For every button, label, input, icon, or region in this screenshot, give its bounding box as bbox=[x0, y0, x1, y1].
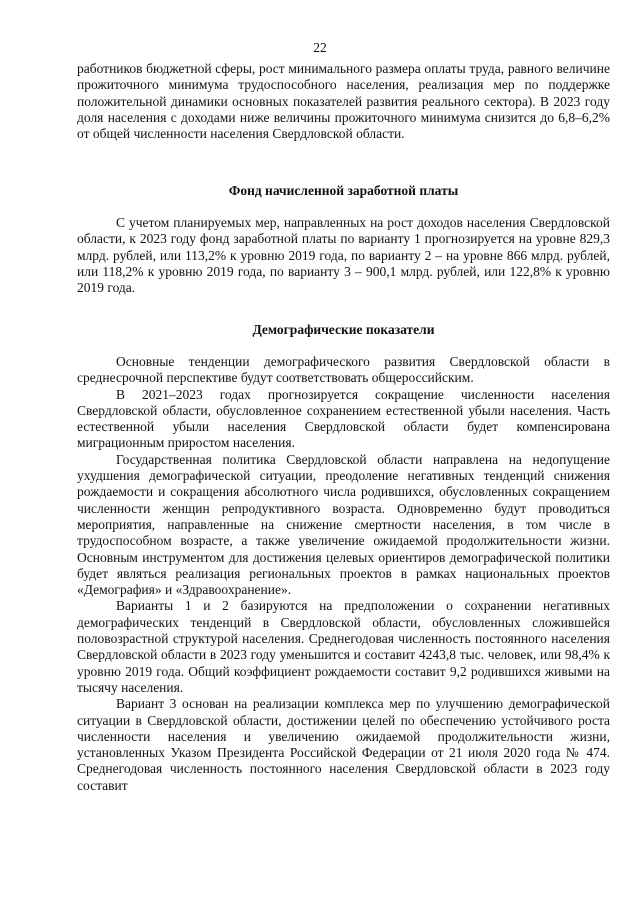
intro-paragraph: работников бюджетной сферы, рост минимального размера оплаты труда, равного величине прожиточного минимума трудоспособного населения, реализация мер по поддержке положительной динамики основных показателей развития реального сектора). В 2023 году доля населения с доходами ниже величины прожиточного минимума снизится до 6,8–6,2% от общей численности населения Свердловской области. bbox=[77, 61, 610, 142]
demography-paragraph: Вариант 3 основан на реализации комплекса мер по улучшению демографической ситуации в Свердловской области, достижении целей по обеспечению устойчивого роста численности населения и увеличению ожидаемой продолжительности жизни, установленных Указом Президента Российской Федерации от 21 июля 2020 года № 474. Среднегодовая численность постоянного населения Свердловской области в 2023 году составит bbox=[77, 696, 610, 793]
demography-paragraph: Государственная политика Свердловской области направлена на недопущение ухудшения демографической ситуации, преодоление негативных тенденций снижения рождаемости и сокращения абсолютного числа родившихся, обусловленных сокращением численности женщин репродуктивного возраста. Одновременно будут проводиться мероприятия, направленные на снижение смертности населения, в том числе в трудоспособном возрасте, а также увеличение ожидаемой продолжительности жизни. Основным инструментом для достижения целевых ориентиров демографической политики будет являться реализация региональных проектов в рамках национальных проектов «Демография» и «Здравоохранение». bbox=[77, 451, 610, 598]
wage-fund-block bbox=[77, 215, 610, 296]
section-heading-demography: Демографические показатели bbox=[252, 322, 435, 337]
demography-paragraph: В 2021–2023 годах прогнозируется сокращение численности населения Свердловской области, обусловленное сохранением естественной убыли населения. Часть естественной убыли населения Свердловской области будет компенсирована миграционным приростом населения. bbox=[77, 386, 610, 451]
page-number: 22 bbox=[313, 40, 327, 55]
demography-paragraph: Варианты 1 и 2 базируются на предположении о сохранении негативных демографических тенденций в Свердловской области, обусловленных сложившейся половозрастной структурой населения. Среднегодовая численность постоянного населения Свердловской области в 2023 году уменьшится и составит 4243,8 тыс. человек, или 98,4% к уровню 2019 года. Общий коэффициент рождаемости составит 9,2 родившихся живыми на тысячу населения. bbox=[77, 598, 610, 695]
wage-fund-paragraph: С учетом планируемых мер, направленных на рост доходов населения Свердловской области, к 2023 году фонд заработной платы по варианту 1 прогнозируется на уровне 829,3 млрд. рублей, или 113,2% к уровню 2019 года, по варианту 2 – на уровне 866 млрд. рублей, или 118,2% к уровню 2019 года, по варианту 3 – 900,1 млрд. рублей, или 122,8% к уровню 2019 года. bbox=[77, 215, 610, 296]
demography-paragraph: Основные тенденции демографического развития Свердловской области в среднесрочной перспективе будут соответствовать общероссийским. bbox=[77, 354, 610, 386]
demography-block bbox=[77, 354, 610, 794]
section-heading-wage-fund: Фонд начисленной заработной платы bbox=[228, 183, 459, 198]
intro-paragraph-block bbox=[77, 61, 610, 142]
